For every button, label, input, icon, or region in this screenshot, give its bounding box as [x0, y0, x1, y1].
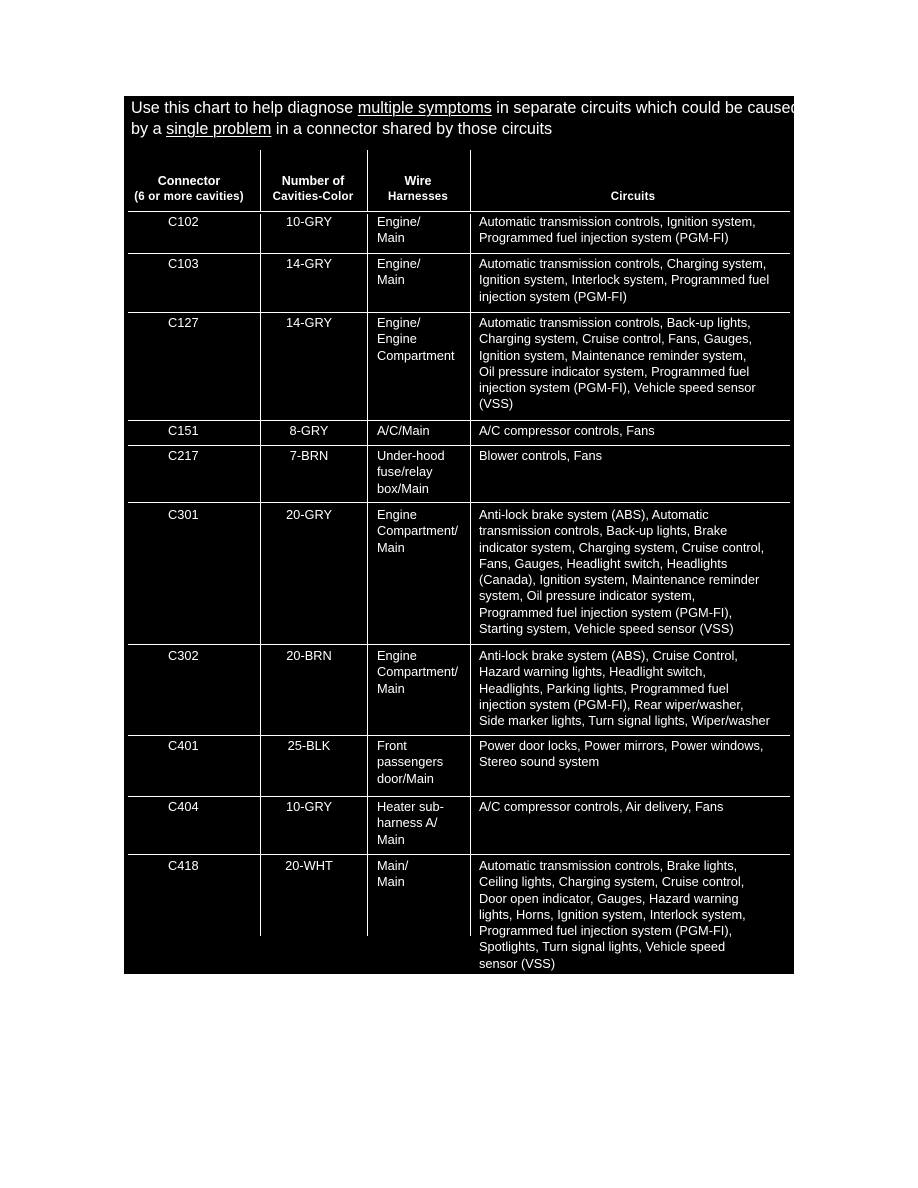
circuits-line: (Canada), Ignition system, Maintenance reminder: [479, 572, 760, 588]
circuits-line: Spotlights, Turn signal lights, Vehicle speed: [479, 939, 726, 955]
connector-id: C103: [168, 256, 199, 271]
row-separator: [128, 211, 790, 212]
row-separator: [128, 445, 790, 446]
circuits-line: Programmed fuel injection system (PGM-FI): [479, 230, 729, 246]
circuits-list: [479, 799, 791, 815]
circuits-line: A/C compressor controls, Fans: [479, 423, 655, 438]
circuits-line: indicator system, Charging system, Cruise control,: [479, 539, 765, 555]
wire-harness-line: door/Main: [377, 770, 434, 786]
circuits-line: Charging system, Cruise control, Fans, Gauges,: [479, 331, 753, 347]
wire-harness-line: Engine/: [377, 256, 421, 271]
wire-harness-line: Compartment/: [377, 523, 459, 539]
intro-line-2: by a single problem in a connector shared by those circuits: [131, 120, 553, 138]
emphasis-single-problem: single problem: [166, 120, 272, 138]
connector-id: C151: [168, 423, 199, 438]
diagnosis-chart: [124, 96, 800, 974]
circuits-line: Automatic transmission controls, Charging system,: [479, 256, 767, 271]
circuits-line: Automatic transmission controls, Brake lights,: [479, 858, 738, 873]
wire-harness: [377, 423, 467, 439]
circuits-line: Automatic transmission controls, Ignition system,: [479, 214, 756, 229]
wire-harness: [377, 799, 467, 848]
connector-id: C217: [168, 448, 199, 463]
wire-harness-line: Compartment/: [377, 664, 459, 680]
connector-id: C102: [168, 214, 199, 229]
wire-harness-line: Main: [377, 680, 405, 696]
row-separator: [128, 312, 790, 313]
circuits-line: A/C compressor controls, Air delivery, Fans: [479, 799, 724, 814]
circuits-list: [479, 315, 791, 413]
connector-id: C127: [168, 315, 199, 330]
wire-harness-line: Main: [377, 230, 405, 246]
header-divider-2: [367, 150, 368, 211]
circuits-line: Headlights, Parking lights, Programmed fuel: [479, 680, 729, 696]
wire-harness: [377, 507, 467, 556]
circuits-list: [479, 423, 791, 439]
wire-harness-line: Engine/: [377, 315, 421, 330]
circuits-line: Door open indicator, Gauges, Hazard warning: [479, 890, 739, 906]
emphasis-multiple-symptoms: multiple symptoms: [357, 99, 492, 117]
circuits-line: Oil pressure indicator system, Programmed fuel: [479, 363, 750, 379]
header-wire-harnesses: Wire Harnesses: [388, 174, 448, 203]
wire-harness-line: Main: [377, 874, 405, 890]
header-cavities: Number of Cavities-Color: [272, 174, 354, 203]
wire-harness-line: Heater sub-: [377, 799, 444, 814]
cavities-color: 14-GRY: [286, 315, 332, 330]
circuits-line: lights, Horns, Ignition system, Interlock system,: [479, 906, 746, 922]
column-divider: [367, 214, 368, 936]
cavities-color: 10-GRY: [286, 214, 332, 229]
cavities-color: 20-GRY: [286, 507, 332, 522]
wire-harness-line: Compartment: [377, 347, 455, 363]
header-connector: Connector (6 or more cavities): [134, 174, 244, 203]
wire-harness: [377, 256, 467, 289]
intro-line-1: Use this chart to help diagnose multiple symptoms in separate circuits which could be caused: [131, 99, 800, 117]
wire-harness-line: Main: [377, 272, 405, 288]
connector-id: C404: [168, 799, 199, 814]
circuits-line: Starting system, Vehicle speed sensor (VSS): [479, 621, 734, 637]
circuits-list: [479, 858, 791, 972]
wire-harness-line: passengers: [377, 754, 444, 770]
row-separator: [128, 796, 790, 797]
wire-harness: [377, 738, 467, 787]
wire-harness-line: fuse/relay: [377, 464, 433, 480]
circuits-line: Ignition system, Interlock system, Programmed fuel: [479, 272, 770, 288]
circuits-line: Stereo sound system: [479, 754, 600, 770]
circuits-list: [479, 738, 791, 771]
wire-harness: [377, 448, 467, 497]
cavities-color: 10-GRY: [286, 799, 332, 814]
row-separator: [128, 735, 790, 736]
connector-id: C301: [168, 507, 199, 522]
circuits-line: injection system (PGM-FI), Rear wiper/washer,: [479, 696, 744, 712]
circuits-line: sensor (VSS): [479, 955, 556, 971]
circuits-list: [479, 507, 791, 637]
circuits-list: [479, 214, 791, 247]
cavities-color: 20-WHT: [285, 858, 333, 873]
circuits-line: Programmed fuel injection system (PGM-FI),: [479, 604, 733, 620]
row-separator: [128, 644, 790, 645]
cavities-color: 14-GRY: [286, 256, 332, 271]
wire-harness-line: Main: [377, 831, 405, 847]
row-separator: [128, 502, 790, 503]
circuits-line: Ignition system, Maintenance reminder system,: [479, 347, 747, 363]
row-separator: [128, 854, 790, 855]
circuits-list: [479, 648, 791, 729]
circuits-line: Anti-lock brake system (ABS), Cruise Control,: [479, 648, 738, 663]
circuits-line: system, Oil pressure indicator system,: [479, 588, 696, 604]
circuits-line: Blower controls, Fans: [479, 448, 603, 463]
cavities-color: 20-BRN: [286, 648, 332, 663]
wire-harness-line: Engine: [377, 507, 417, 522]
circuits-line: Programmed fuel injection system (PGM-FI),: [479, 923, 733, 939]
wire-harness-line: Under-hood: [377, 448, 445, 463]
circuits-list: [479, 256, 791, 305]
circuits-line: Side marker lights, Turn signal lights, Wiper/washer: [479, 713, 770, 729]
circuits-list: [479, 448, 791, 464]
wire-harness: [377, 214, 467, 247]
column-divider: [470, 214, 471, 936]
row-separator: [128, 420, 790, 421]
header-circuits: Circuits: [610, 191, 656, 203]
circuits-line: injection system (PGM-FI): [479, 288, 627, 304]
chart-intro: [131, 98, 800, 140]
wire-harness-line: harness A/: [377, 815, 438, 831]
wire-harness-line: Main: [377, 539, 405, 555]
connector-id: C302: [168, 648, 199, 663]
cavities-color: 25-BLK: [287, 738, 331, 753]
row-separator: [128, 253, 790, 254]
wire-harness-line: Engine: [377, 648, 417, 663]
circuits-line: Ceiling lights, Charging system, Cruise control,: [479, 874, 745, 890]
circuits-line: (VSS): [479, 396, 514, 412]
wire-harness-line: A/C/Main: [377, 423, 430, 438]
wire-harness: [377, 648, 467, 697]
cavities-color: 7-BRN: [289, 448, 329, 463]
wire-harness-line: Engine/: [377, 214, 421, 229]
header-divider-1: [260, 150, 261, 211]
connector-id: C401: [168, 738, 199, 753]
circuits-line: Anti-lock brake system (ABS), Automatic: [479, 507, 709, 522]
circuits-line: Fans, Gauges, Headlight switch, Headlights: [479, 555, 728, 571]
circuits-line: injection system (PGM-FI), Vehicle speed sensor: [479, 380, 756, 396]
column-divider: [260, 214, 261, 936]
wire-harness: [377, 858, 467, 891]
wire-harness-line: Main/: [377, 858, 409, 873]
circuits-line: Hazard warning lights, Headlight switch,: [479, 664, 706, 680]
cavities-color: 8-GRY: [289, 423, 329, 438]
header-divider-3: [470, 150, 471, 211]
wire-harness: [377, 315, 467, 364]
wire-harness-line: box/Main: [377, 480, 429, 496]
connector-id: C418: [168, 858, 199, 873]
circuits-line: Automatic transmission controls, Back-up lights,: [479, 315, 751, 330]
circuits-line: transmission controls, Back-up lights, Brake: [479, 523, 728, 539]
wire-harness-line: Front: [377, 738, 407, 753]
circuits-line: Power door locks, Power mirrors, Power windows,: [479, 738, 764, 753]
wire-harness-line: Engine: [377, 331, 417, 347]
